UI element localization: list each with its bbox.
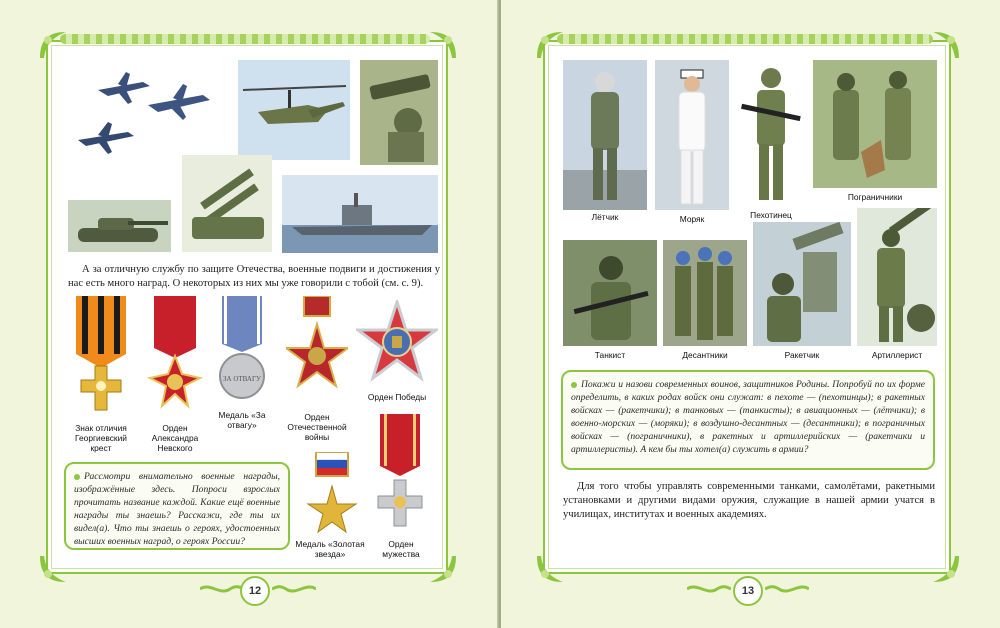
border-guards-photo bbox=[813, 60, 937, 188]
bullet-icon bbox=[571, 382, 577, 388]
tankman-photo bbox=[563, 240, 657, 346]
caption-patriotic-war-order: Орден Отечественной войны bbox=[287, 412, 347, 442]
caption-pilot: Лётчик bbox=[591, 212, 619, 222]
caption-courage-order: Орден мужества bbox=[382, 539, 420, 559]
caption-tankman: Танкист bbox=[594, 350, 626, 360]
caption-paratroopers: Десантники bbox=[682, 350, 728, 360]
sailor-photo bbox=[655, 60, 729, 210]
infantryman-photo bbox=[737, 60, 805, 208]
left-tip-box bbox=[64, 462, 290, 550]
left-page bbox=[0, 0, 499, 628]
caption-alexander-nevsky: Орден Александра Невского bbox=[151, 423, 199, 453]
caption-gold-star-medal: Медаль «Золотая звезда» bbox=[295, 539, 365, 559]
caption-georgievsky-cross: Знак отличия Георгиевский крест bbox=[75, 423, 127, 453]
top-ornament bbox=[60, 34, 430, 44]
missile-launcher-photo bbox=[360, 60, 438, 165]
caption-sailor: Моряк bbox=[679, 214, 705, 224]
corner-ornament-icon bbox=[929, 552, 963, 586]
air-defense-photo bbox=[182, 155, 272, 252]
fighter-jets-photo bbox=[68, 60, 228, 165]
footer-ornament-icon bbox=[765, 582, 809, 596]
caption-infantryman: Пехотинец bbox=[750, 210, 792, 220]
page-number-left: 12 bbox=[240, 576, 270, 606]
page-number-right: 13 bbox=[733, 576, 763, 606]
patriotic-war-order-icon bbox=[286, 296, 348, 406]
victory-order-icon bbox=[356, 300, 438, 384]
corner-ornament-icon bbox=[533, 552, 567, 586]
tank-photo bbox=[68, 200, 171, 252]
right-tip-box bbox=[561, 370, 935, 470]
warship-photo bbox=[282, 175, 438, 253]
corner-ornament-icon bbox=[36, 28, 70, 62]
bravery-medal-icon bbox=[214, 296, 270, 406]
rocket-soldier-photo bbox=[753, 222, 851, 346]
right-tip-text: Покажи и назови современных воинов, защитников Родины. Попробуй по их форме определить, в каких родах войск они служат: в пехоте — (пехотинцы); в ракетных войсках — (ракетчики); в танковых — (танкисты); в авиационных — (лётчики); в военно-морских — (моряки); в воздушно-десантных — (десантники); в пограничных войсках — (пограничники), в ракетных и артиллерийских — (ракетчики и артиллеристы). А кем бы ты хотел(а) служить в армии? bbox=[571, 379, 925, 455]
caption-rocket-soldier: Ракетчик bbox=[784, 350, 820, 360]
courage-order-icon bbox=[372, 414, 428, 532]
caption-border-guards: Пограничники bbox=[847, 192, 903, 202]
alexander-nevsky-order-icon bbox=[142, 296, 208, 416]
right-paragraph: Для того чтобы управлять современными танками, самолётами, ракетными установками и другими видами оружия, служащие в нашей армии учатся в училищах, институтах и военных академиях. bbox=[563, 481, 935, 520]
right-page bbox=[501, 0, 1000, 628]
footer-ornament-icon bbox=[200, 582, 244, 596]
caption-bravery-medal: Медаль «За отвагу» bbox=[218, 410, 266, 430]
helicopter-photo bbox=[238, 60, 350, 160]
caption-victory-order: Орден Победы bbox=[367, 392, 427, 402]
top-ornament bbox=[557, 34, 933, 44]
gold-star-medal-icon bbox=[306, 452, 358, 536]
bullet-icon bbox=[74, 474, 80, 480]
corner-ornament-icon bbox=[533, 28, 567, 62]
footer-ornament-icon bbox=[272, 582, 316, 596]
footer-ornament-icon bbox=[687, 582, 731, 596]
corner-ornament-icon bbox=[929, 28, 963, 62]
pilot-photo bbox=[563, 60, 647, 210]
corner-ornament-icon bbox=[426, 28, 460, 62]
caption-artilleryman: Артиллерист bbox=[871, 350, 923, 360]
artilleryman-photo bbox=[857, 208, 937, 346]
georgievsky-cross-icon bbox=[68, 296, 134, 416]
corner-ornament-icon bbox=[36, 552, 70, 586]
left-tip-text: Рассмотри внимательно военные награды, изображённые здесь. Попроси взрослых прочитать название каждой. Какие ещё военные награды ты знаешь? Расскажи, где ты их видел(а). Что ты знаешь о героях, удостоенных высших военных наград, о героях России? bbox=[74, 471, 280, 547]
left-paragraph: А за отличную службу по защите Отечества, военные подвиги и достижения у нас есть много наград. О некоторых из них мы уже говорили с тобой (см. с. 9). bbox=[68, 264, 440, 289]
paratroopers-photo bbox=[663, 240, 747, 346]
medal-inscription: ЗА ОТВАГУ bbox=[223, 375, 261, 383]
